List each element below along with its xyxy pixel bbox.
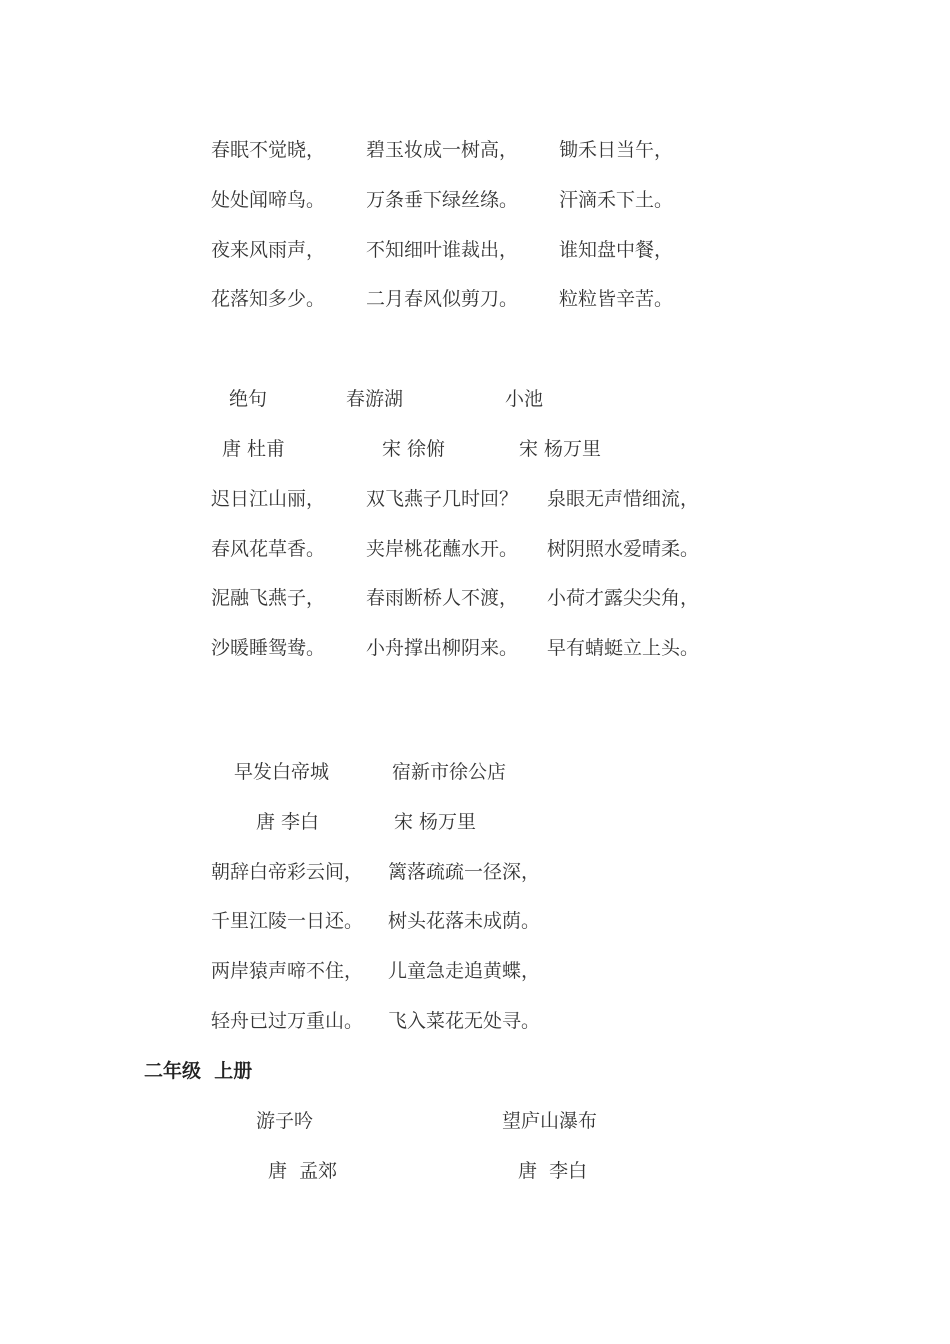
section-heading: 二年级 上册 xyxy=(144,1060,253,1082)
poem-author: 唐 李白 xyxy=(518,1160,588,1182)
poem-line: 双飞燕子几时回？ xyxy=(366,488,519,510)
poem-line: 二月春风似剪刀。 xyxy=(366,288,519,310)
poem-line: 树头花落未成荫。 xyxy=(388,910,541,932)
poem-author: 宋 杨万里 xyxy=(519,438,602,460)
poem-line: 春眠不觉晓， xyxy=(211,139,326,161)
poem-line: 沙暖睡鸳鸯。 xyxy=(211,637,326,659)
poem-line: 春风花草香。 xyxy=(211,538,326,560)
poem-line: 锄禾日当午， xyxy=(559,139,674,161)
poem-title: 早发白帝城 xyxy=(234,761,330,783)
poem-line: 轻舟已过万重山。 xyxy=(211,1010,364,1032)
poem-line: 早有蜻蜓立上头。 xyxy=(547,637,700,659)
poem-line: 千里江陵一日还。 xyxy=(211,910,364,932)
poem-title: 望庐山瀑布 xyxy=(502,1110,598,1132)
poem-author: 宋 徐俯 xyxy=(382,438,446,460)
poem-title: 绝句 xyxy=(229,388,268,410)
poem-author: 宋 杨万里 xyxy=(394,811,477,833)
poem-line: 夜来风雨声， xyxy=(211,239,326,261)
poem-line: 小荷才露尖尖角， xyxy=(547,587,700,609)
poem-title: 春游湖 xyxy=(346,388,404,410)
poem-author: 唐 李白 xyxy=(256,811,320,833)
poem-line: 篱落疏疏一径深， xyxy=(388,861,541,883)
poem-line: 花落知多少。 xyxy=(211,288,326,310)
poem-line: 处处闻啼鸟。 xyxy=(211,189,326,211)
poem-line: 谁知盘中餐， xyxy=(559,239,674,261)
poem-author: 唐 孟郊 xyxy=(268,1160,338,1182)
poem-line: 不知细叶谁裁出， xyxy=(366,239,519,261)
poem-line: 泉眼无声惜细流， xyxy=(547,488,700,510)
poem-line: 儿童急走追黄蝶， xyxy=(388,960,541,982)
poem-author: 唐 杜甫 xyxy=(222,438,286,460)
poem-line: 万条垂下绿丝绦。 xyxy=(366,189,519,211)
poem-line: 飞入菜花无处寻。 xyxy=(388,1010,541,1032)
poem-title: 游子吟 xyxy=(256,1110,314,1132)
poem-line: 汗滴禾下土。 xyxy=(559,189,674,211)
poem-title: 小池 xyxy=(505,388,544,410)
poem-title: 宿新市徐公店 xyxy=(392,761,507,783)
poem-line: 春雨断桥人不渡， xyxy=(366,587,519,609)
poem-line: 迟日江山丽， xyxy=(211,488,326,510)
poem-line: 朝辞白帝彩云间， xyxy=(211,861,364,883)
poem-line: 泥融飞燕子， xyxy=(211,587,326,609)
poem-line: 夹岸桃花蘸水开。 xyxy=(366,538,519,560)
poem-line: 树阴照水爱晴柔。 xyxy=(547,538,700,560)
poem-line: 小舟撑出柳阴来。 xyxy=(366,637,519,659)
poem-line: 两岸猿声啼不住， xyxy=(211,960,364,982)
poem-line: 粒粒皆辛苦。 xyxy=(559,288,674,310)
poem-line: 碧玉妆成一树高， xyxy=(366,139,519,161)
